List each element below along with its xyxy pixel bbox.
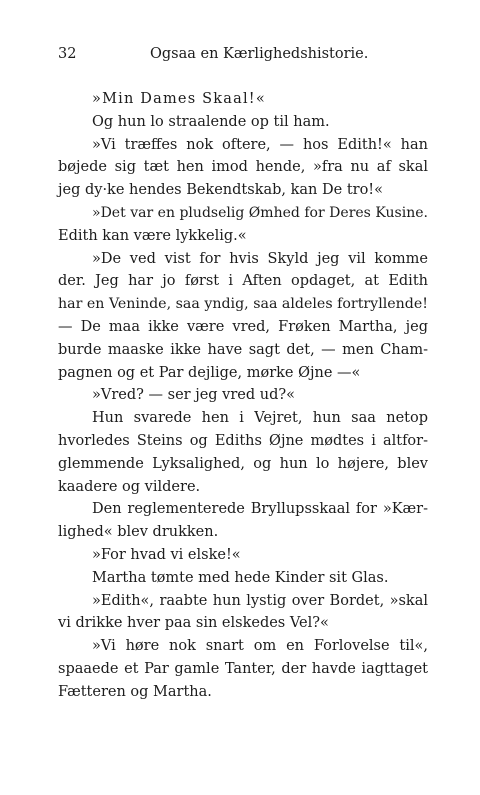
text-line: »Det var en pludselig Ømhed for Deres Kusine. (92, 204, 428, 221)
text-line: burde maaske ikke have sagt det, — men Cham- (58, 341, 428, 358)
text-line: Den reglementerede Bryllupsskaal for »Kær- (92, 501, 428, 518)
text-line: »For hvad vi elske!« (92, 546, 241, 563)
text-line: »De ved vist for hvis Skyld jeg vil komme (92, 250, 428, 267)
page-number: 32 (58, 46, 77, 62)
text-line: »Min Dames Skaal!« (92, 91, 266, 107)
text-line: pagnen og et Par dejlige, mørke Øjne —« (58, 364, 361, 381)
text-line: spaaede et Par gamle Tanter, der havde iagttaget (58, 660, 428, 677)
text-line: vi drikke hver paa sin elskedes Vel?« (58, 615, 329, 632)
text-line: hvorledes Steins og Ediths Øjne mødtes i altfor- (58, 432, 428, 449)
text-line: har en Veninde, saa yndig, saa aldeles fortryllende! (58, 296, 428, 313)
text-line: jeg dy·ke hendes Bekendtskab, kan De tro!« (58, 182, 384, 199)
text-line: lighed« blev drukken. (58, 524, 219, 541)
running-title: Ogsaa en Kærlighedshistorie. (150, 46, 369, 62)
text-line: Hun svarede hen i Vejret, hun saa netop (92, 410, 428, 427)
text-line: Edith kan være lykkelig.« (58, 227, 247, 244)
text-line: Martha tømte med hede Kinder sit Glas. (92, 569, 389, 586)
body-text (58, 88, 428, 704)
page-header (58, 46, 430, 66)
text-line: »Vred? — ser jeg vred ud?« (92, 387, 296, 404)
text-line: Fætteren og Martha. (58, 683, 212, 700)
text-line: — De maa ikke være vred, Frøken Martha, jeg (58, 318, 428, 335)
text-line: »Vi høre nok snart om en Forlovelse til«, (92, 638, 428, 655)
text-line: »Edith«, raabte hun lystig over Bordet, »skal (92, 592, 428, 609)
text-line: bøjede sig tæt hen imod hende, »fra nu af skal (58, 159, 428, 176)
text-line: kaadere og vildere. (58, 478, 201, 495)
text-line: Og hun lo straalende op til ham. (92, 113, 330, 130)
text-line: »Vi træffes nok oftere, — hos Edith!« han (92, 136, 428, 153)
text-line: der. Jeg har jo først i Aften opdaget, at Edith (58, 273, 428, 290)
text-line: glemmende Lyksalighed, og hun lo højere, blev (58, 455, 428, 472)
